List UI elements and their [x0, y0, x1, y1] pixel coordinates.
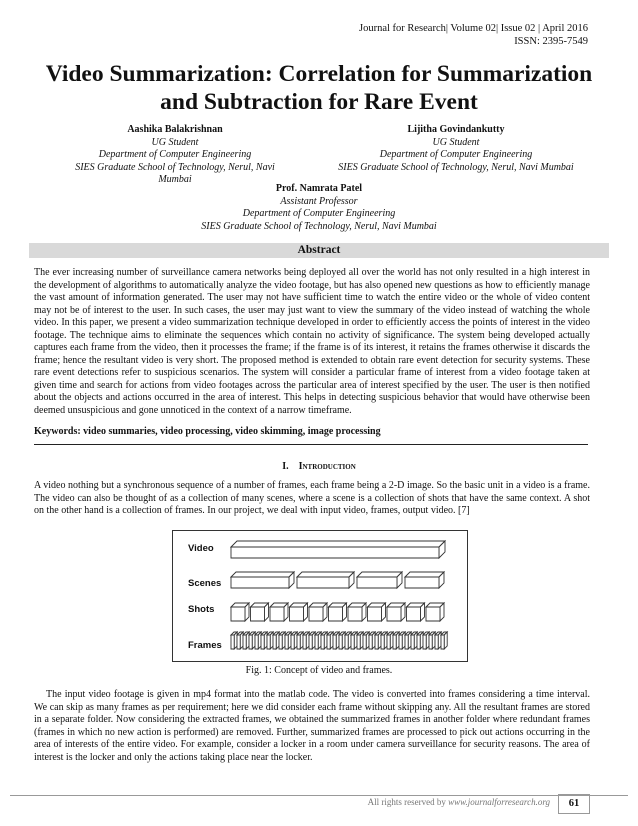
keywords-divider: [34, 444, 588, 445]
body-paragraph: The input video footage is given in mp4 format into the matlab code. The video is converted into frames considering a time interval. We can skip as many frames as per requirement; here we did consider each frame without skipping any. All the resultant frames are stored in a separate folder. Now considering the extracted frames, we obtained the summarized frames in another folder where redundant frames (frames in which no new action is performed) are removed. Further, summarized frames are processed to pick out actions occurring in the area of interests of the entire video. For example, consider a locker in a room under camera surveillance for security reasons. The area of interest is the locker and only the actions taking place near the locker.: [34, 689, 590, 763]
frame-slice: [429, 632, 435, 649]
journal-header: [359, 22, 588, 48]
shot-block: [426, 603, 444, 621]
author-role: Assistant Professor: [280, 195, 358, 207]
frame-slice: [291, 632, 297, 649]
frame-slice: [249, 632, 255, 649]
intro-paragraph: A video nothing but a synchronous sequence of a number of frames, each frame being a 2-D image. So the basic unit in a video is a frame. The video can also be thought of as a collection of many scenes, where a scene is a collection of shots that have the same context. A shot on the other hand is a collection of frames. In our project, we deal with input video, frames, output video. [7]: [34, 480, 590, 516]
frame-slice: [399, 632, 405, 649]
frame-slice: [255, 632, 261, 649]
figure-diagram: [173, 531, 467, 661]
frame-slice: [267, 632, 273, 649]
author-inst: SIES Graduate School of Technology, Nerul, Navi Mumbai: [201, 220, 437, 232]
frame-slice: [441, 632, 447, 649]
author-inst: SIES Graduate School of Technology, Nerul, Navi Mumbai: [338, 161, 574, 173]
figure-label-shots: Shots: [188, 604, 215, 615]
scene-block: [357, 572, 402, 588]
frame-slice: [411, 632, 417, 649]
scene-block: [231, 572, 294, 588]
shot-block: [290, 603, 308, 621]
frame-slice: [351, 632, 357, 649]
figure-label-scenes: Scenes: [188, 578, 222, 589]
frame-slice: [243, 632, 249, 649]
author-block-2: [336, 124, 576, 174]
frame-slice: [393, 632, 399, 649]
frame-slice: [405, 632, 411, 649]
video-block: [231, 541, 445, 558]
shot-block: [348, 603, 366, 621]
figure-label-video: Video: [188, 543, 214, 554]
author-dept: Department of Computer Engineering: [379, 149, 533, 160]
figure-video-frames: [172, 530, 468, 662]
frame-slice: [375, 632, 381, 649]
footer-rights: [368, 797, 550, 807]
frame-slice: [237, 632, 243, 649]
frame-slice: [309, 632, 315, 649]
issn: ISSN: 2395-7549: [514, 36, 588, 47]
author-name: Lijitha Govindankutty: [407, 124, 505, 135]
frame-slice: [417, 632, 423, 649]
frame-slice: [387, 632, 393, 649]
frame-slice: [333, 632, 339, 649]
frame-slice: [315, 632, 321, 649]
author-role: UG Student: [151, 136, 199, 148]
author-dept: Department of Computer Engineering: [98, 149, 252, 160]
frame-slice: [339, 632, 345, 649]
shot-block: [407, 603, 425, 621]
frame-slice: [303, 632, 309, 649]
shot-block: [368, 603, 386, 621]
frame-slice: [363, 632, 369, 649]
footer-divider: [10, 795, 628, 796]
frame-slice: [273, 632, 279, 649]
frame-slice: [327, 632, 333, 649]
frame-slice: [435, 632, 441, 649]
frame-slice: [345, 632, 351, 649]
author-block-3: [180, 183, 458, 233]
author-name: Aashika Balakrishnan: [127, 124, 223, 135]
shot-block: [309, 603, 327, 621]
abstract-text: The ever increasing number of surveillance camera networks being deployed all over the world has not only resulted in a high interest in the development of algorithms to automatically analyze the video footage, but has also opened new questions as how to efficiently manage the vast amount of information generated. The user may not have sufficient time to watch the entire video or the whole of video content may not be of interest to the user. In such cases, the user may just want to view the summary of the video instead of watching the whole video. In this paper, we present a video summarization technique developed in order to efficiently access the points of interest in the video footage. The technique aims to eliminate the sequences which contain no activity of significance. The system being developed actually captures each frame from the video, then it processes the frame; if the frame is of its interest, it retains the frames otherwise it discards the frame; hence the resultant video is very short. The proposed method is extended to obtain rare event detection for security systems. These rare event detections refer to suspicious scenarios. The system will consider a particular frame of interest from a video footage taken at given time and search for actions from video footages across the particular area of interest specified by the user. The user is then notified about the objects and actions occurred in the area of interest. This helps in detecting suspicious behavior that would have otherwise been deemed unsuspicious and gone unnoticed in the context of a narrow timeframe.: [34, 267, 590, 416]
section-number: I.: [282, 461, 289, 472]
footer-site-link[interactable]: www.journalforresearch.org: [448, 797, 550, 807]
page-number: 61: [558, 794, 590, 814]
figure-label-frames: Frames: [188, 640, 222, 651]
shot-block: [329, 603, 347, 621]
shot-block: [270, 603, 288, 621]
section-title: Introduction: [298, 461, 356, 472]
frame-slice: [381, 632, 387, 649]
shot-block: [231, 603, 249, 621]
scene-block: [405, 572, 444, 588]
footer-rights-text: All rights reserved by: [367, 797, 449, 807]
author-role: UG Student: [432, 136, 480, 148]
frame-slice: [297, 632, 303, 649]
frame-slice: [279, 632, 285, 649]
frame-slice: [423, 632, 429, 649]
abstract-heading: Abstract: [29, 243, 609, 258]
paper-title: Video Summarization: Correlation for Summarization and Subtraction for Rare Event: [45, 61, 593, 115]
frame-slice: [261, 632, 267, 649]
frame-slice: [357, 632, 363, 649]
author-inst: SIES Graduate School of Technology, Nerul, Navi Mumbai: [75, 161, 275, 185]
shot-block: [251, 603, 269, 621]
shot-block: [387, 603, 405, 621]
figure-caption: Fig. 1: Concept of video and frames.: [245, 665, 393, 676]
author-dept: Department of Computer Engineering: [242, 208, 396, 219]
author-name: Prof. Namrata Patel: [275, 183, 363, 194]
journal-line: Journal for Research| Volume 02| Issue 02 | April 2016: [358, 23, 588, 34]
frame-slice: [321, 632, 327, 649]
frame-slice: [231, 632, 237, 649]
keywords: Keywords: video summaries, video processing, video skimming, image processing: [34, 426, 381, 437]
frame-slice: [369, 632, 375, 649]
scene-block: [297, 572, 354, 588]
author-block-1: [60, 124, 290, 187]
section-heading: [0, 461, 638, 472]
frame-slice: [285, 632, 291, 649]
